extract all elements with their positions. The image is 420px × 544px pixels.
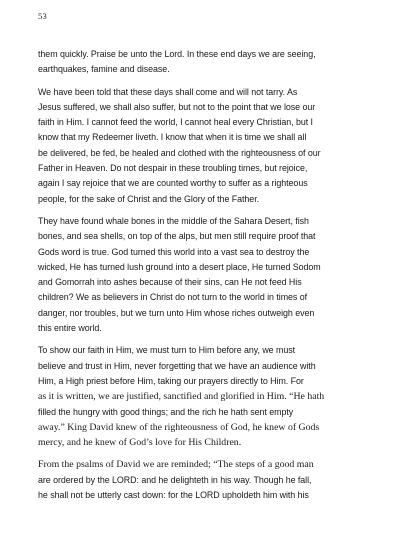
text-line: bones, and sea shells, on top of the alps, but men still require proof that [38,231,316,242]
text-line: believe and trust in Him, never forgetting that we have an audience with [38,360,316,371]
paragraph-2 [38,85,374,207]
text-line: people, for the sake of Christ and the Glory of the Father. [38,193,260,204]
text-line: From the psalms of David we are reminded; “The steps of a good man [38,459,314,471]
text-line: as it is written, we are justified, sanctified and glorified in Him. “He hath [38,391,325,403]
text-line: faith in Him. I cannot feed the world, I cannot heal every Christian, but I [38,117,313,128]
paragraph-1 [38,47,374,78]
text-line: Jesus suffered, we shall also suffer, but not to the point that we lose our [38,101,316,112]
text-line: he shall not be utterly cast down: for the LORD upholdeth him with his [38,490,309,501]
text-line: To show our faith in Him, we must turn to Him before any, we must [38,345,296,356]
text-line: danger, nor troubles, but we turn unto Him whose riches outweigh even [38,307,315,318]
text-line: filled the hungry with good things; and the rich he hath sent empty [38,406,294,417]
text-line: this entire world. [38,323,102,334]
text-line: be delivered, be fed, be healed and clothed with the righteousness of our [38,147,321,158]
text-line: mercy, and he knew of God’s love for His Children. [38,437,242,449]
text-line: and Gomorrah into ashes because of their sins, can He not feed His [38,277,302,288]
text-line: They have found whale bones in the middle of the Sahara Desert, fish [38,215,309,226]
text-line: Father in Heaven. Do not despair in these troubling times, but rejoice, [38,163,308,174]
text-line: are ordered by the LORD: and he delighteth in his way. Though he fall, [38,474,312,485]
text-line: again I say rejoice that we are counted worthy to suffer as a righteous [38,178,308,189]
text-line: know that my Redeemer liveth. I know that when it is time we shall all [38,132,307,143]
text-line: Gods word is true. God turned this world into a vast sea to destroy the [38,246,310,257]
paragraph-3 [38,214,374,336]
text-line: earthquakes, famine and disease. [38,64,170,75]
page-number: 53 [38,11,47,21]
text-line: Him, a High priest before Him, taking our prayers directly to Him. For [38,375,304,386]
text-line: away.” King David knew of the righteousness of God, he knew of Gods [38,421,320,433]
paragraph-4 [38,343,374,450]
paragraph-5 [38,457,374,503]
body-text [38,47,374,510]
text-line: children? We as believers in Christ do not turn to the world in times of [38,292,308,303]
text-line: We have been told that these days shall come and will not tarry. As [38,86,298,97]
text-line: them quickly. Praise be unto the Lord. In these end days we are seeing, [38,49,316,59]
text-line: wicked, He has turned lush ground into a desert place, He turned Sodom [38,261,321,272]
